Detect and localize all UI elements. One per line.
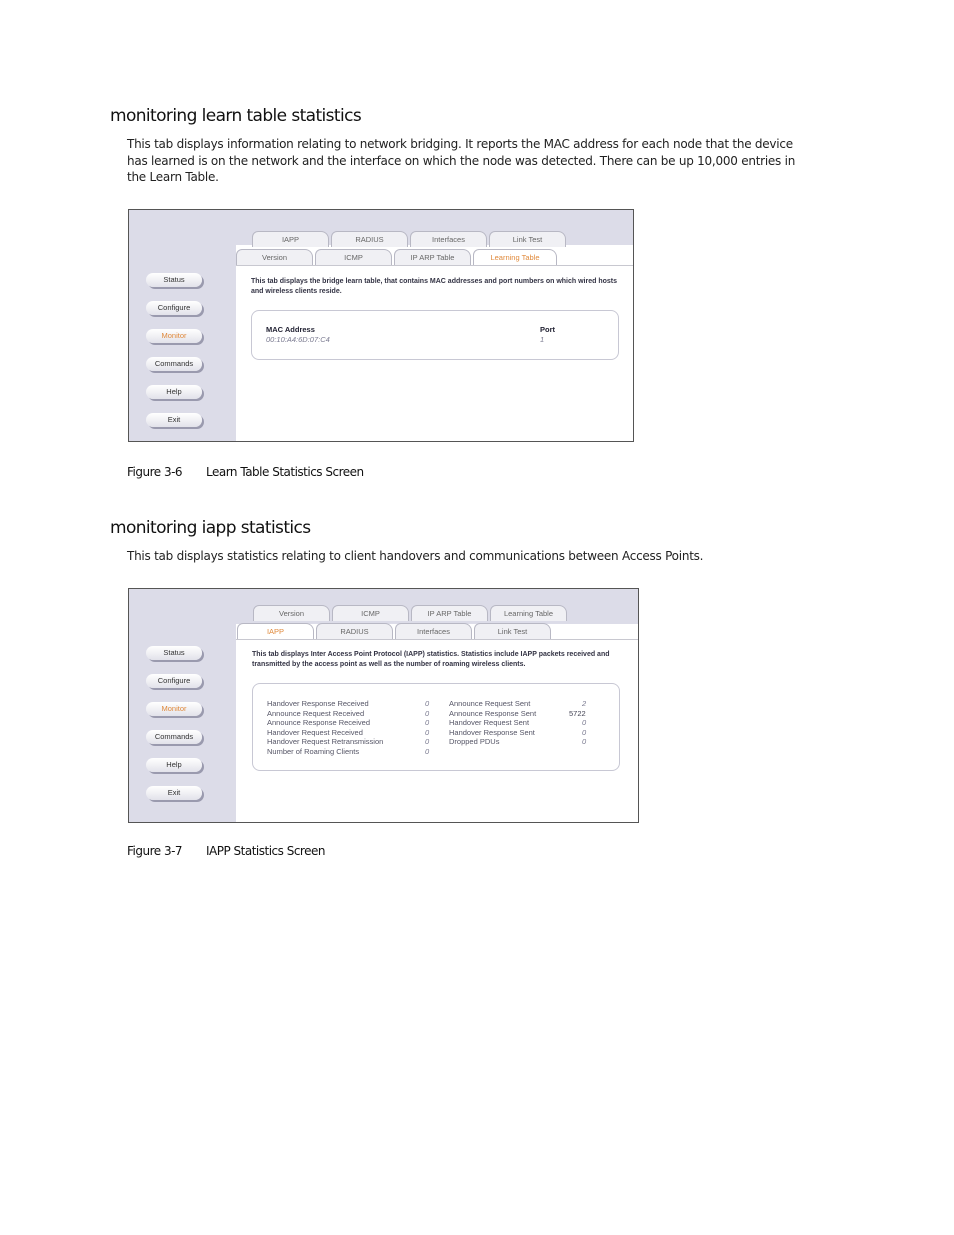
stat-label: Dropped PDUs bbox=[449, 737, 500, 746]
sidebar bbox=[129, 210, 236, 441]
section-paragraph-learn-table: This tab displays information relating to network bridging. It reports the MAC address for each node that the device has learned is on the network and the interface on which the node was detected. There can be up 10,000 entries in the Learn Table. bbox=[127, 137, 796, 184]
tab-description: This tab displays Inter Access Point Protocol (IAPP) statistics. Statistics include IAPP packets received and transmitted by the access point as well as the number of roaming wireless clients. bbox=[252, 651, 610, 668]
sidebar bbox=[129, 589, 236, 822]
stat-label: Announce Response Received bbox=[267, 718, 370, 727]
tab-ip-arp-table[interactable]: IP ARP Table bbox=[411, 605, 488, 621]
stat-label: Handover Request Sent bbox=[449, 718, 530, 727]
stat-value: 0 bbox=[425, 699, 430, 708]
stat-value: 0 bbox=[425, 718, 430, 727]
stat-label: Announce Request Sent bbox=[449, 699, 531, 708]
stat-label: Announce Request Received bbox=[267, 708, 365, 718]
tab-learning-table[interactable]: Learning Table bbox=[490, 605, 567, 621]
stat-label: Handover Request Received bbox=[267, 727, 363, 737]
monitor-button[interactable]: Monitor bbox=[146, 702, 202, 716]
tab-learning-table[interactable]: Learning Table bbox=[473, 249, 557, 265]
stat-value: 0 bbox=[582, 727, 587, 737]
mac-address-value: 00:10:A4:6D:07:C4 bbox=[266, 335, 330, 344]
stat-value: 0 bbox=[582, 737, 587, 746]
configure-button[interactable]: Configure bbox=[146, 674, 202, 688]
figure-caption-3-6 bbox=[127, 465, 364, 479]
tab-ip-arp-table[interactable]: IP ARP Table bbox=[394, 249, 471, 265]
tab-icmp[interactable]: ICMP bbox=[315, 249, 392, 265]
learn-table-screenshot bbox=[128, 209, 634, 442]
tab-link-test[interactable]: Link Test bbox=[474, 623, 551, 639]
tab-version[interactable]: Version bbox=[236, 249, 313, 265]
stat-value: 5722 bbox=[569, 708, 586, 718]
configure-button[interactable]: Configure bbox=[146, 301, 202, 315]
status-button[interactable]: Status bbox=[146, 273, 202, 287]
column-header-mac-address: MAC Address bbox=[266, 325, 315, 334]
tab-radius[interactable]: RADIUS bbox=[316, 623, 393, 639]
stat-value: 0 bbox=[425, 737, 430, 746]
stat-value: 2 bbox=[582, 699, 587, 708]
tab-radius[interactable]: RADIUS bbox=[331, 231, 408, 247]
iapp-stats-panel bbox=[252, 683, 620, 771]
tab-iapp[interactable]: IAPP bbox=[252, 231, 329, 247]
learn-table bbox=[251, 310, 619, 360]
stat-label: Announce Response Sent bbox=[449, 708, 537, 718]
stat-label: Number of Roaming Clients bbox=[267, 746, 360, 756]
status-button[interactable]: Status bbox=[146, 646, 202, 660]
stat-label: Handover Response Received bbox=[267, 699, 369, 708]
exit-button[interactable]: Exit bbox=[146, 786, 202, 800]
stat-value: 0 bbox=[425, 727, 430, 737]
figure-title: IAPP Statistics Screen bbox=[206, 844, 325, 858]
help-button[interactable]: Help bbox=[146, 758, 202, 772]
figure-number: Figure 3-7 bbox=[127, 844, 183, 858]
section-heading-iapp: monitoring iapp statistics bbox=[110, 518, 311, 538]
section-heading-learn-table: monitoring learn table statistics bbox=[110, 106, 362, 126]
help-button[interactable]: Help bbox=[146, 385, 202, 399]
exit-button[interactable]: Exit bbox=[146, 413, 202, 427]
figure-number: Figure 3-6 bbox=[127, 465, 183, 479]
tab-link-test[interactable]: Link Test bbox=[489, 231, 566, 247]
iapp-statistics-screenshot bbox=[128, 588, 639, 823]
commands-button[interactable]: Commands bbox=[146, 730, 202, 744]
tab-icmp[interactable]: ICMP bbox=[332, 605, 409, 621]
figure-title: Learn Table Statistics Screen bbox=[206, 465, 364, 479]
tab-description: This tab displays the bridge learn table, that contains MAC addresses and port numbers on which wired hosts and wireless clients reside. bbox=[251, 278, 618, 295]
monitor-button[interactable]: Monitor bbox=[146, 329, 202, 343]
stat-value: 0 bbox=[582, 718, 587, 727]
tab-interfaces[interactable]: Interfaces bbox=[395, 623, 472, 639]
stat-label: Handover Request Retransmission bbox=[267, 737, 384, 746]
port-value: 1 bbox=[540, 335, 545, 344]
stat-value: 0 bbox=[425, 746, 430, 756]
commands-button[interactable]: Commands bbox=[146, 357, 202, 371]
figure-caption-3-7 bbox=[127, 844, 325, 858]
stat-label: Handover Response Sent bbox=[449, 727, 535, 737]
column-header-port: Port bbox=[540, 325, 555, 334]
tab-interfaces[interactable]: Interfaces bbox=[410, 231, 487, 247]
tab-version[interactable]: Version bbox=[253, 605, 330, 621]
tab-iapp[interactable]: IAPP bbox=[237, 623, 314, 639]
section-paragraph-iapp: This tab displays statistics relating to client handovers and communications between Access Points. bbox=[127, 549, 704, 563]
stat-value: 0 bbox=[425, 708, 430, 718]
